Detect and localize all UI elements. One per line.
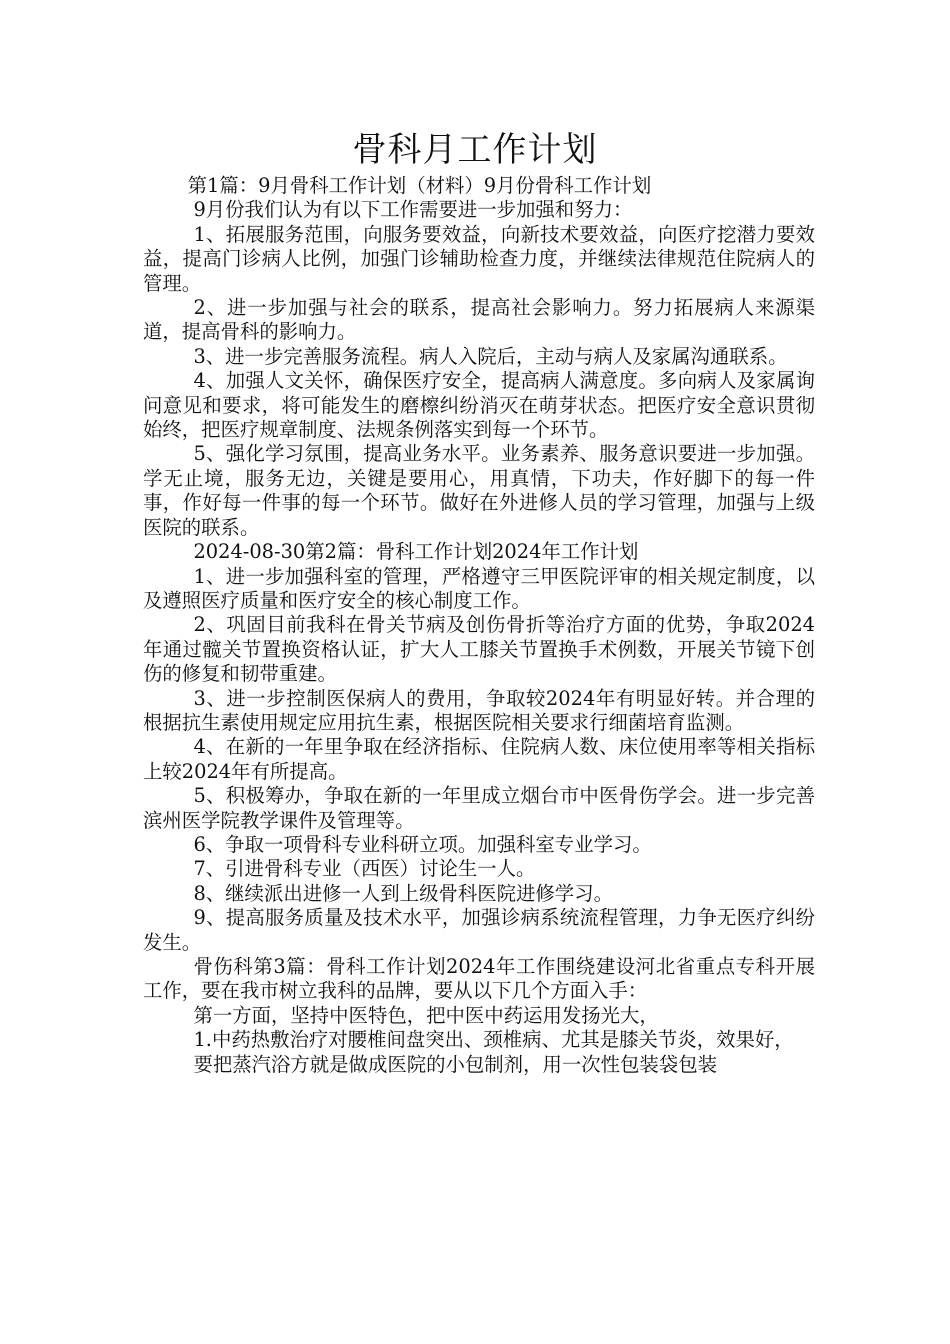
document-body xyxy=(143,174,815,1077)
paragraph: 4、加强人文关怀，确保医疗安全，提高病人满意度。多向病人及家属询问意见和要求，将可能发生的磨檫纠纷消灭在萌芽状态。把医疗安全意识贯彻始终，把医疗规章制度、法规条例落实到每一个环节。 xyxy=(143,369,815,442)
paragraph: 1、进一步加强科室的管理，严格遵守三甲医院评审的相关规定制度，以及遵照医疗质量和医疗安全的核心制度工作。 xyxy=(143,564,815,612)
paragraph: 5、积极筹办，争取在新的一年里成立烟台市中医骨伤学会。进一步完善滨州医学院教学课件及管理等。 xyxy=(143,784,815,832)
paragraph: 8、继续派出进修一人到上级骨科医院进修学习。 xyxy=(193,881,613,905)
paragraph: 5、强化学习氛围，提高业务水平。业务素养、服务意识要进一步加强。学无止境，服务无边，关键是要用心，用真情，下功夫，作好脚下的每一件事，作好每一件事的每一个环节。做好在外进修人员的学习管理，加强与上级医院的联系。 xyxy=(143,442,815,539)
paragraph: 第1篇：9月骨科工作计划（材料）9月份骨科工作计划 xyxy=(187,174,652,197)
paragraph: 9月份我们认为有以下工作需要进一步加强和努力： xyxy=(193,198,633,222)
paragraph: 2、进一步加强与社会的联系，提高社会影响力。努力拓展病人来源渠道，提高骨科的影响力。 xyxy=(143,296,815,344)
paragraph: 1.中药热敷治疗对腰椎间盘突出、颈椎病、尤其是膝关节炎，效果好， xyxy=(193,1028,794,1052)
page-title: 骨科月工作计划 xyxy=(352,130,598,170)
paragraph: 第一方面，坚持中医特色，把中医中药运用发扬光大， xyxy=(193,1003,659,1027)
paragraph: 要把蒸汽浴方就是做成医院的小包制剂，用一次性包装袋包装 xyxy=(193,1052,717,1076)
paragraph: 骨伤科第3篇：骨科工作计划2024年工作围绕建设河北省重点专科开展工作，要在我市树立我科的品牌，要从以下几个方面入手： xyxy=(143,955,815,1003)
paragraph: 2、巩固目前我科在骨关节病及创伤骨折等治疗方面的优势，争取2024年通过髋关节置换资格认证，扩大人工膝关节置换手术例数，开展关节镜下创伤的修复和韧带重建。 xyxy=(143,613,815,686)
paragraph: 6、争取一项骨科专业科研立项。加强科室专业学习。 xyxy=(193,832,652,856)
paragraph: 7、引进骨科专业（西医）讨论生一人。 xyxy=(193,857,536,881)
paragraph: 3、进一步控制医保病人的费用，争取较2024年有明显好转。并合理的根据抗生素使用规定应用抗生素，根据医院相关要求行细菌培育监测。 xyxy=(143,686,815,734)
paragraph: 3、进一步完善服务流程。病人入院后，主动与病人及家属沟通联系。 xyxy=(193,344,788,368)
paragraph: 1、拓展服务范围，向服务要效益，向新技术要效益，向医疗挖潜力要效益，提高门诊病人比例，加强门诊辅助检查力度，并继续法律规范住院病人的管理。 xyxy=(143,222,815,295)
paragraph: 2024-08-30第2篇：骨科工作计划2024年工作计划 xyxy=(193,540,639,564)
paragraph: 4、在新的一年里争取在经济指标、住院病人数、床位使用率等相关指标上较2024年有所提高。 xyxy=(143,735,815,783)
paragraph: 9、提高服务质量及技术水平，加强诊病系统流程管理，力争无医疗纠纷发生。 xyxy=(143,906,815,954)
